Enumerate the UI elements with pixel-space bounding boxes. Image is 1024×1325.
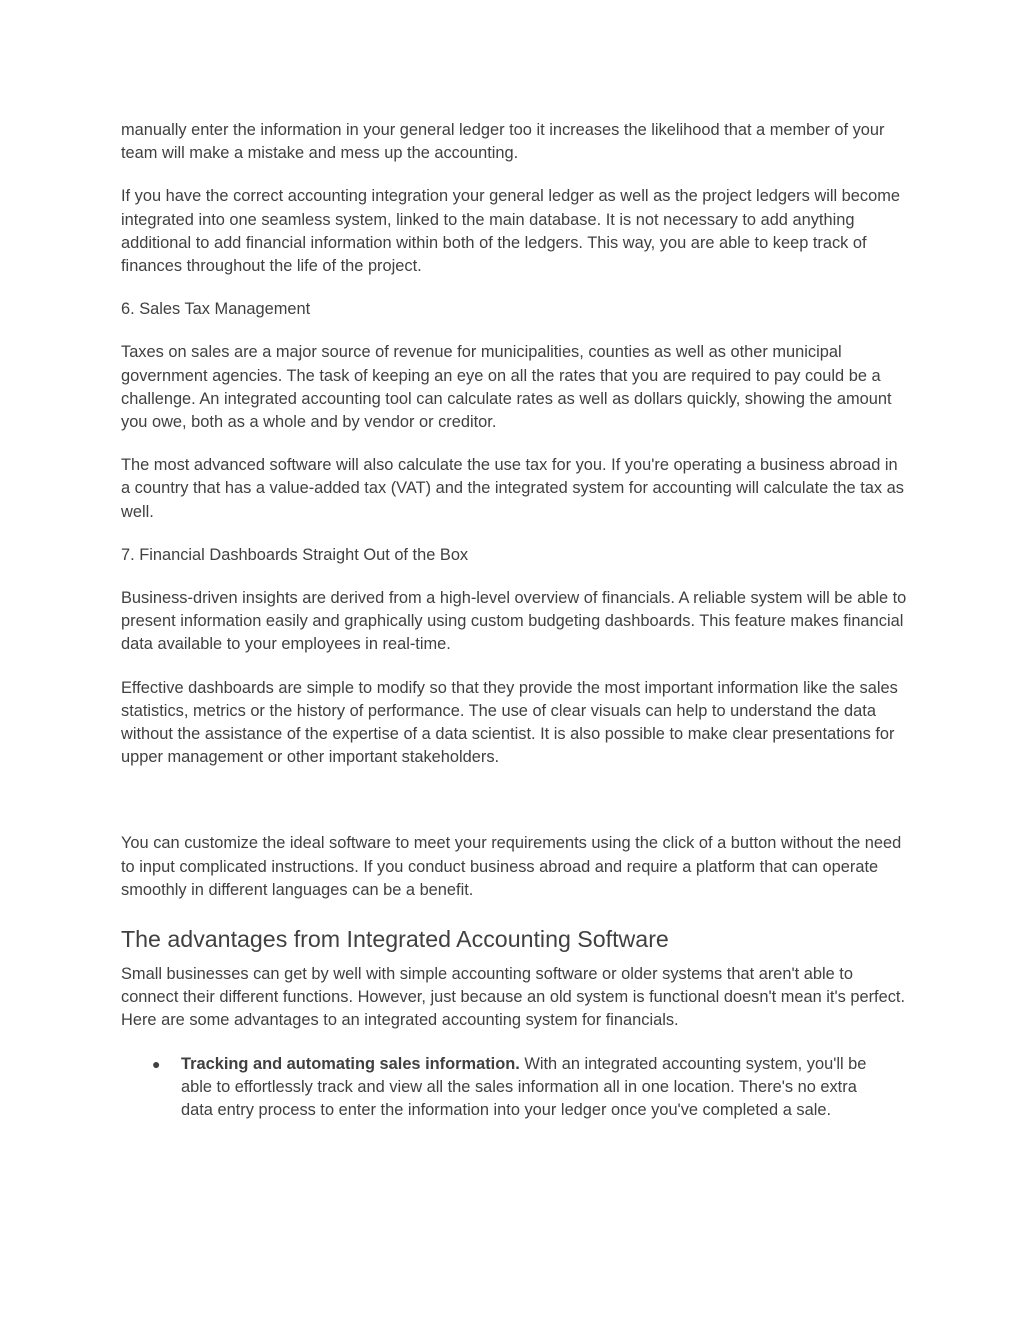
- paragraph-use-tax: The most advanced software will also calculate the use tax for you. If you're operating a business abroad in a country that has a value-added tax (VAT) and the integrated system for accounting will calculate the tax as well.: [121, 456, 904, 521]
- advantages-list: [121, 1053, 907, 1123]
- paragraph-ledger-intro: manually enter the information in your general ledger too it increases the likelihood that a member of your team will make a mistake and mess up the accounting.: [121, 121, 885, 163]
- paragraph-sales-tax: Taxes on sales are a major source of revenue for municipalities, counties as well as other municipal government agencies. The task of keeping an eye on all the rates that you are required to pay could be a challenge. An integrated accounting tool can calculate rates as well as dollars quickly, showing the amount you owe, both as a whole and by vendor or creditor.: [121, 343, 892, 432]
- paragraph-customize: You can customize the ideal software to meet your requirements using the click of a button without the need to input complicated instructions. If you conduct business abroad and require a platform that can operate smoothly in different languages can be a benefit.: [121, 834, 902, 899]
- bullet-icon: ●: [152, 1055, 161, 1072]
- list-item-text: With an integrated accounting system, you'll be able to effortlessly track and view all the sales information all in one location. There's no extra data entry process to enter the information into your ledger once you've completed a sale.: [181, 1054, 867, 1120]
- section-heading-sales-tax: 6. Sales Tax Management: [121, 300, 311, 319]
- paragraph-insights: Business-driven insights are derived from a high-level overview of financials. A reliable system will be able to present information easily and graphically using custom budgeting dashboards. This feature makes financial data available to your employees in real-time.: [121, 589, 907, 654]
- paragraph-small-businesses: Small businesses can get by well with simple accounting software or older systems that aren't able to connect their different functions. However, just because an old system is functional doesn't mean it's perfect. Here are some advantages to an integrated accounting system for financials.: [121, 965, 906, 1030]
- list-item: [152, 1053, 907, 1123]
- document-page: [121, 119, 907, 1122]
- section-heading-dashboards: 7. Financial Dashboards Straight Out of the Box: [121, 545, 469, 564]
- paragraph-effective-dashboards: Effective dashboards are simple to modify so that they provide the most important information like the sales statistics, metrics or the history of performance. The use of clear visuals can help to understand the data without the assistance of the expertise of a data scientist. It is also possible to make clear presentations for upper management or other important stakeholders.: [121, 678, 898, 767]
- paragraph-integration: If you have the correct accounting integration your general ledger as well as the project ledgers will become integrated into one seamless system, linked to the main database. It is not necessary to add anything additional to add financial information within both of the ledgers. This way, you are able to keep track of finances throughout the life of the project.: [121, 187, 900, 276]
- list-item-title: Tracking and automating sales information.: [181, 1054, 520, 1073]
- heading-advantages: The advantages from Integrated Accounting Software: [121, 926, 669, 953]
